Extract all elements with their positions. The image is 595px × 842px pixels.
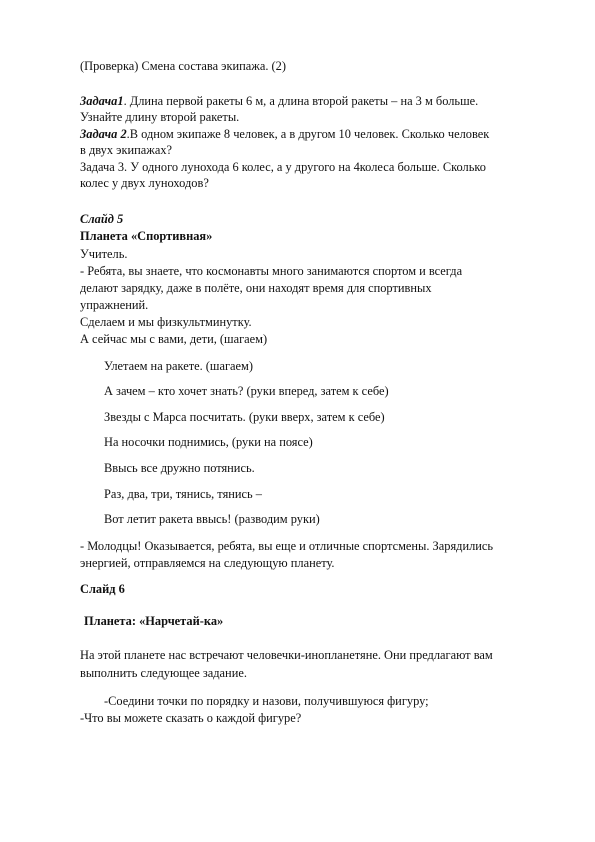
- slide5-text-line: - Ребята, вы знаете, что космонавты много занимаются спортом и всегда: [80, 264, 463, 278]
- task2-label: Задача 2: [80, 127, 127, 141]
- slide5-closing-line1: - Молодцы! Оказывается, ребята, вы еще и отличные спортсмены. Зарядились: [80, 539, 494, 553]
- slide5-closing-line2: энергией, отправляемся на следующую планету.: [80, 556, 335, 570]
- poem-line: Раз, два, три, тянись, тянись –: [104, 487, 262, 501]
- poem-line: Ввысь все дружно потянись.: [104, 461, 255, 475]
- slide5-heading: Слайд 5: [80, 212, 124, 226]
- slide6-task-line2: -Что вы можете сказать о каждой фигуре?: [80, 711, 302, 725]
- intro-line: (Проверка) Смена состава экипажа. (2): [80, 59, 286, 73]
- slide6-text-line1: На этой планете нас встречают человечки-инопланетяне. Они предлагают вам: [80, 648, 493, 662]
- poem-line: Улетаем на ракете. (шагаем): [104, 359, 254, 373]
- slide5-text-line: делают зарядку, даже в полёте, они находят время для спортивных: [80, 281, 432, 295]
- poem-line: Вот летит ракета ввысь! (разводим руки): [104, 512, 320, 526]
- task2-line2: в двух экипажах?: [80, 143, 173, 157]
- slide5-text-line: упражнений.: [80, 298, 149, 312]
- poem-line: А зачем – кто хочет знать? (руки вперед, затем к себе): [104, 384, 389, 398]
- task1-line1: [80, 94, 478, 109]
- task3-line1: Задача 3. У одного лунохода 6 колес, а у другого на 4колеса больше. Сколько: [80, 160, 486, 174]
- slide5-planet-title: Планета «Спортивная»: [80, 229, 213, 243]
- task1-label: Задача1: [80, 94, 124, 108]
- slide6-text-line2: выполнить следующее задание.: [80, 666, 247, 680]
- task2-line1: [80, 127, 489, 142]
- slide6-heading: Слайд 6: [80, 582, 125, 596]
- slide6-planet-title: Планета: «Нарчетай-ка»: [84, 614, 224, 628]
- task2-text: .В одном экипаже 8 человек, а в другом 10 человек. Сколько человек: [126, 127, 490, 141]
- task1-line2: Узнайте длину второй ракеты.: [80, 110, 240, 124]
- poem-line: На носочки поднимись, (руки на поясе): [104, 435, 313, 449]
- task3-line2: колес у двух луноходов?: [80, 176, 209, 190]
- slide5-text-line: Сделаем и мы физкультминутку.: [80, 315, 252, 329]
- task1-text: . Длина первой ракеты 6 м, а длина второй ракеты – на 3 м больше.: [123, 94, 479, 108]
- slide6-task-line1: -Соедини точки по порядку и назови, получившуюся фигуру;: [104, 694, 429, 708]
- poem-line: Звезды с Марса посчитать. (руки вверх, затем к себе): [104, 410, 385, 424]
- slide5-text-line: А сейчас мы с вами, дети, (шагаем): [80, 332, 268, 346]
- slide5-teacher-label: Учитель.: [80, 247, 128, 261]
